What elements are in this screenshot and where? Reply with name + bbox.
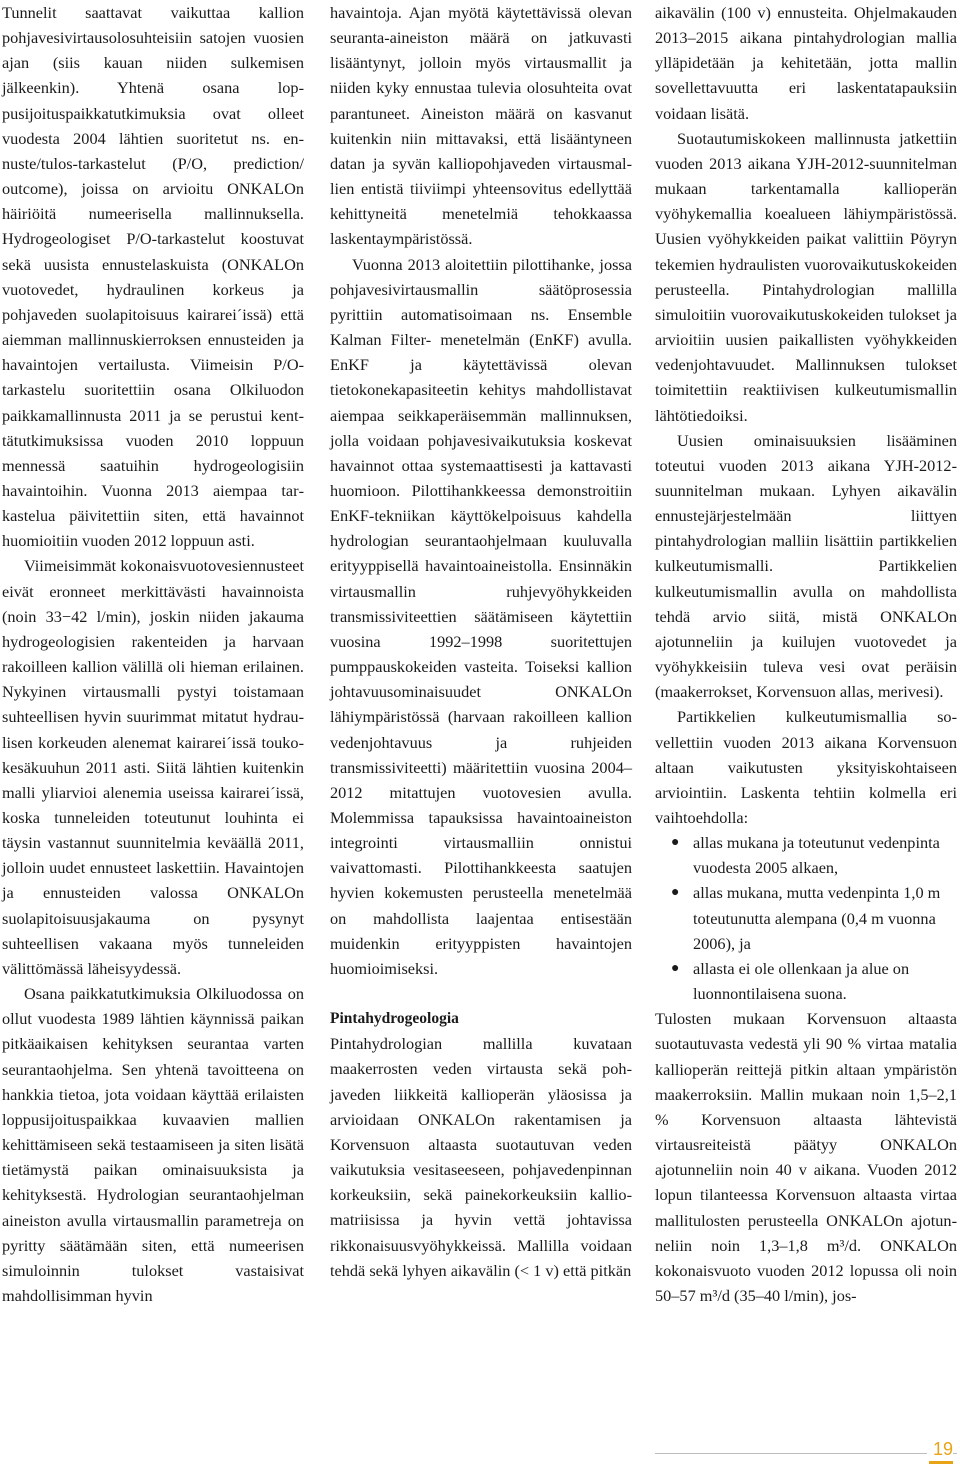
paragraph: havaintoja. Ajan myötä käytettävissä olevan seuranta-aineiston määrä on jatkuvasti lisääntynyt, jolloin myös virtausmallit ja niiden kyky ennustaa tulevia olosuhteita ovat parantuneet. Aineiston määrä on kasvanut kuitenkin niin mittavaksi, että lisääntyneen datan ja syvän kalliopohjaveden virtausmallien entistä tiiviimpi yhteensovitus edellyttää kehittyneitä menetelmiä tehokkaassa laskentaympäristössä. <box>330 3 632 249</box>
page-number-underline <box>929 1461 953 1464</box>
bullet-icon: ● <box>671 835 680 851</box>
list-item-text: allas mukana ja toteutunut vedenpinta vuodesta 2005 alkaen, <box>693 833 940 878</box>
section-heading: Pintahydrogeologia <box>330 1010 459 1028</box>
list-item <box>655 830 957 880</box>
paragraph: Vuonna 2013 aloitettiin pilottihanke, jossa pohjavesivirtausmallin säätöprosessia pyrittiin automatisoimaan ns. Ensemble Kalman Filter- menetelmän (EnKF) avulla. EnKF ja käytettävissä olevan tietokonekapasiteetin kehitys mahdollistavat aiempaa seikkaperäisemmän mallinnuksen, jolla voidaan pohjavesivaikutuksia koskevat havainnot ottaa systemaattisesti ja kattavasti huomioon. Pilottihankkeessa demonstroitiin EnKF-tekniikan käyttökelpoisuus kahdella hydrologian seurantaohjelmaan kuuluvalla erityyppisellä havaintoaineistolla. Ensinnäkin virtausmallin ruhjevyöhykkeiden transmissiviteettien säätämiseen käytettiin vuosina 1992–1998 suoritettujen pumppauskokeiden vasteita. Toiseksi kallion johtavuusominaisuudet ONKALOn lähiympäristössä (harvaan rakoilleen kallion vedenjohtavuus ja ruhjeiden transmissiviteetti) määritettiin vuosina 2004–2012 mitattujen vuotovesien avulla. Molemmissa tapauksissa havaintoaineiston integrointi virtausmalliin onnistui vaivattomasti. Pilottihankkeesta saatujen hyvien kokemusten perusteella menetelmää on mahdollista laajentaa entisestään muidenkin erityyppisten havaintojen huomioimiseksi. <box>330 254 632 978</box>
paragraph: Suotautumiskokeen mallinnusta jatkettiin vuoden 2013 aikana YJH-2012-suunnitelman mukaan tarkentamalla kallioperän vyöhykemallia koealueen lähiympäristössä. Uusien vyöhykkeiden paikat valittiin Pöyryn tekemien hydraulisten vuorovaikutuskokeiden perusteella. Pintahydrologian mallilla simuloitiin vuorovaikutuskokeiden tulokset ja arvioitiin uusien paikallisten vyöhykkeiden vedenjohtavuudet. Mallinnuksen tulokset toimitettiin reaktiivisen kulkeutumismallin lähtötiedoiksi. <box>655 128 957 425</box>
paragraph: Uusien ominaisuuksien lisääminen toteutui vuoden 2013 aikana YJH-2012-suunnitelman mukaan. Lyhyen aikavälin ennustejärjestelmään liittyen pintahydrologian malliin lisättiin partikkelien kulkeutumismalli. Partikkelien kulkeutumismallin avulla on mahdollista tehdä arvio siitä, mistä ONKALOn ajotunneliin ja kuilujen vuotovedet ja vyöhykkeisiin tuleva vesi ovat peräisin (maakerrokset, Korvensuon allas, merivesi). <box>655 430 957 702</box>
footer-rule <box>655 1453 957 1454</box>
page-number: 19 <box>927 1438 953 1460</box>
list-item-text: allas mukana, mutta vedenpinta 1,0 m toteutunutta alempana (0,4 m vuonna 2006), ja <box>693 883 941 953</box>
paragraph: Partikkelien kulkeutumismallia sovellettiin vuoden 2013 aikana Korvensuon altaan vaikutusten yksityiskohtaiseen arviointiin. Laskenta tehtiin kolmella eri vaihtoehdolla: <box>655 707 957 827</box>
paragraph: Tunnelit saattavat vaikuttaa kallion pohjavesivirtausolosuhteisiin satojen vuosien ajan (siis kauan niiden sulkemisen jälkeenkin). Yhtenä osana loppusijoituspaikkatutkimuksia ovat olleet vuodesta 2004 lähtien suoritetut ns. ennuste/tulos-tarkastelut (P/O, prediction/ outcome), joissa on arvioitu ONKALOn häiriöitä numeerisella mallinnuksella. Hydrogeologiset P/O-tarkastelut koostuvat sekä uusista ennustelaskuista (ONKALOn vuotovedet, hydraulinen korkeus ja pohjaveden suolapitoisuus kairarei´issä) että aiemman mallinnuskierroksen ennusteiden ja havaintojen vertailusta. Viimeisin P/O-tarkastelu suoritettiin osana Olkiluodon paikkamallinnusta 2011 ja se perustui kenttätutkimuksissa vuoden 2010 loppuun mennessä saatuihin hydrogeologisiin havaintoihin. Vuonna 2013 aiempaa tarkastelua päivitettiin siten, että havainnot huomioitiin vuoden 2012 loppuun asti. <box>2 3 304 551</box>
text-column-middle <box>330 0 632 1283</box>
page-footer <box>655 1438 957 1466</box>
list-item <box>655 880 957 955</box>
bullet-icon: ● <box>671 885 680 901</box>
paragraph: Tulosten mukaan Korvensuon altaasta suotautuvasta vedestä yli 90 % virtaa matalia kallioperän reittejä pitkin altaan ympäristön maakerroksiin. Mallin mukaan noin 1,5–2,1 % Korvensuon altaasta lähtevistä virtausreiteistä päätyy ONKALOn ajotunneliin noin 40 v aikana. Vuoden 2012 lopun tilanteessa Korvensuon altaasta virtaa mallitulosten perusteella ONKALOn ajotunneliin noin 1,3–1,8 m³/d. ONKALOn kokonaisvuoto vuoden 2012 lopussa oli noin 50–57 m³/d (35–40 l/min), jos- <box>655 1009 957 1305</box>
paragraph: Pintahydrologian mallilla kuvataan maakerrosten veden virtausta sekä pohjaveden liikkeitä kallioperän yläosissa ja arvioidaan ONKALOn rakentamisen ja Korvensuon altaasta suotautuvan veden vaikutuksia vesitaseeseen, pohjavedenpinnan korkeuksiin, sekä painekorkeuksiin kallio-matriisissa ja hyvin vettä johtavissa rikkonaisuusvyöhykkeissä. Mallilla voidaan tehdä sekä lyhyen aikavälin (< 1 v) että pitkän <box>330 1034 632 1280</box>
list-item <box>655 956 957 1006</box>
paragraph: Osana paikkatutkimuksia Olkiluodossa on ollut vuodesta 1989 lähtien käynnissä paikan pitkäaikaisen kehityksen seurantaa varten seurantaohjelma. Sen yhtenä tavoitteena on hankkia tietoa, jota voidaan käyttää erilaisten loppusijoituspaikkaa kuvaavien mallien kehittämiseen sekä testaamiseen ja siten lisätä tietämystä paikan ominaisuuksista ja kehityksestä. Hydrologian seurantaohjelman aineiston avulla virtausmallin parametreja on pyritty säätämään siten, että numeerisen simuloinnin tulokset vastaisivat mahdollisimman hyvin <box>2 984 304 1305</box>
list-item-text: allasta ei ole ollenkaan ja alue on luonnontilaisena suona. <box>693 958 910 1004</box>
text-column-left <box>2 0 304 1308</box>
paragraph: aikavälin (100 v) ennusteita. Ohjelmakauden 2013–2015 aikana pintahydrologian mallia ylläpidetään ja kehitetään, jotta mallin sovellettavuutta eri laskentatapauksiin voidaan lisätä. <box>655 3 957 123</box>
bullet-icon: ● <box>671 960 680 976</box>
bullet-list <box>655 830 957 1006</box>
paragraph: Viimeisimmät kokonaisvuotovesiennusteet eivät eronneet merkittävästi havainnoista (noin 33−42 l/min), joskin niiden jakauma hydrogeologisien rakenteiden ja harvaan rakoilleen kallion välillä oli hieman erilainen. Nykyinen virtausmalli pystyi toistamaan suhteellisen hyvin suurimmat mitatut hydraulisen korkeuden alenemat kairarei´issä touko-kesäkuuhun 2011 asti. Siitä lähtien kuitenkin malli yliarvioi alenemia useissa kairarei´issä, koska tunneleiden toteutunut louhinta ei täysin vastannut suunnitelmia keväällä 2011, jolloin uudet ennusteet laskettiin. Havaintojen ja ennusteiden valossa ONKALOn suolapitoisuusjakauma on pysynyt suhteellisen vakaana myös tunneleiden välittömässä läheisyydessä. <box>2 556 304 978</box>
section-spacer <box>330 981 632 1006</box>
text-column-right <box>655 0 957 1308</box>
